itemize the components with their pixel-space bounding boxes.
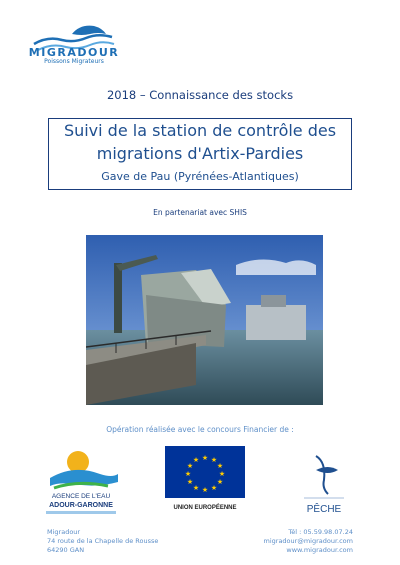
svg-text:★: ★ xyxy=(210,456,218,464)
svg-text:★: ★ xyxy=(192,456,200,464)
peche-logo xyxy=(286,452,362,518)
svg-text:★: ★ xyxy=(192,484,200,492)
footer-website[interactable]: www.migradour.com xyxy=(286,546,353,554)
title-location: Gave de Pau (Pyrénées-Atlantiques) xyxy=(101,170,299,183)
logo-tagline: Poissons Migrateurs xyxy=(44,58,104,65)
svg-text:★: ★ xyxy=(201,486,209,494)
adour-line-1: AGENCE DE L'EAU xyxy=(51,493,111,500)
station-photo xyxy=(86,235,323,405)
svg-text:★: ★ xyxy=(186,462,194,470)
footer-phone: Tél : 05.59.98.07.24 xyxy=(288,528,353,536)
svg-text:★: ★ xyxy=(184,470,192,478)
logo-wordmark: MIGRADOUR xyxy=(28,46,120,59)
svg-text:★: ★ xyxy=(210,484,218,492)
footer-contact xyxy=(264,528,353,555)
peche-label: PÊCHE xyxy=(306,504,342,515)
title-line-2: migrations d'Artix-Pardies xyxy=(96,144,304,163)
svg-text:★: ★ xyxy=(216,478,224,486)
footer-street: 74 route de la Chapelle de Rousse xyxy=(47,537,159,545)
footer-address xyxy=(47,528,158,555)
footer-org-name: Migradour xyxy=(47,528,81,536)
svg-text:★: ★ xyxy=(218,470,226,478)
partnership-note: En partenariat avec SHIS xyxy=(153,208,247,217)
title-line-1: Suivi de la station de contrôle des xyxy=(63,121,337,140)
footer-email[interactable]: migradour@migradour.com xyxy=(263,537,353,545)
eu-label: UNION EUROPÉENNE xyxy=(173,505,237,511)
svg-text:★: ★ xyxy=(216,462,224,470)
eu-logo xyxy=(165,446,245,514)
footer-city: 64290 GAN xyxy=(47,546,85,554)
svg-text:★: ★ xyxy=(186,478,194,486)
adour-line-2: ADOUR-GARONNE xyxy=(49,502,113,509)
adour-garonne-logo xyxy=(38,444,124,520)
funding-note: Opération réalisée avec le concours Financier de : xyxy=(106,425,294,434)
report-subtitle: 2018 – Connaissance des stocks xyxy=(106,88,294,102)
fish-icon xyxy=(316,467,338,473)
fish-icon xyxy=(72,26,106,35)
svg-text:★: ★ xyxy=(201,454,209,462)
